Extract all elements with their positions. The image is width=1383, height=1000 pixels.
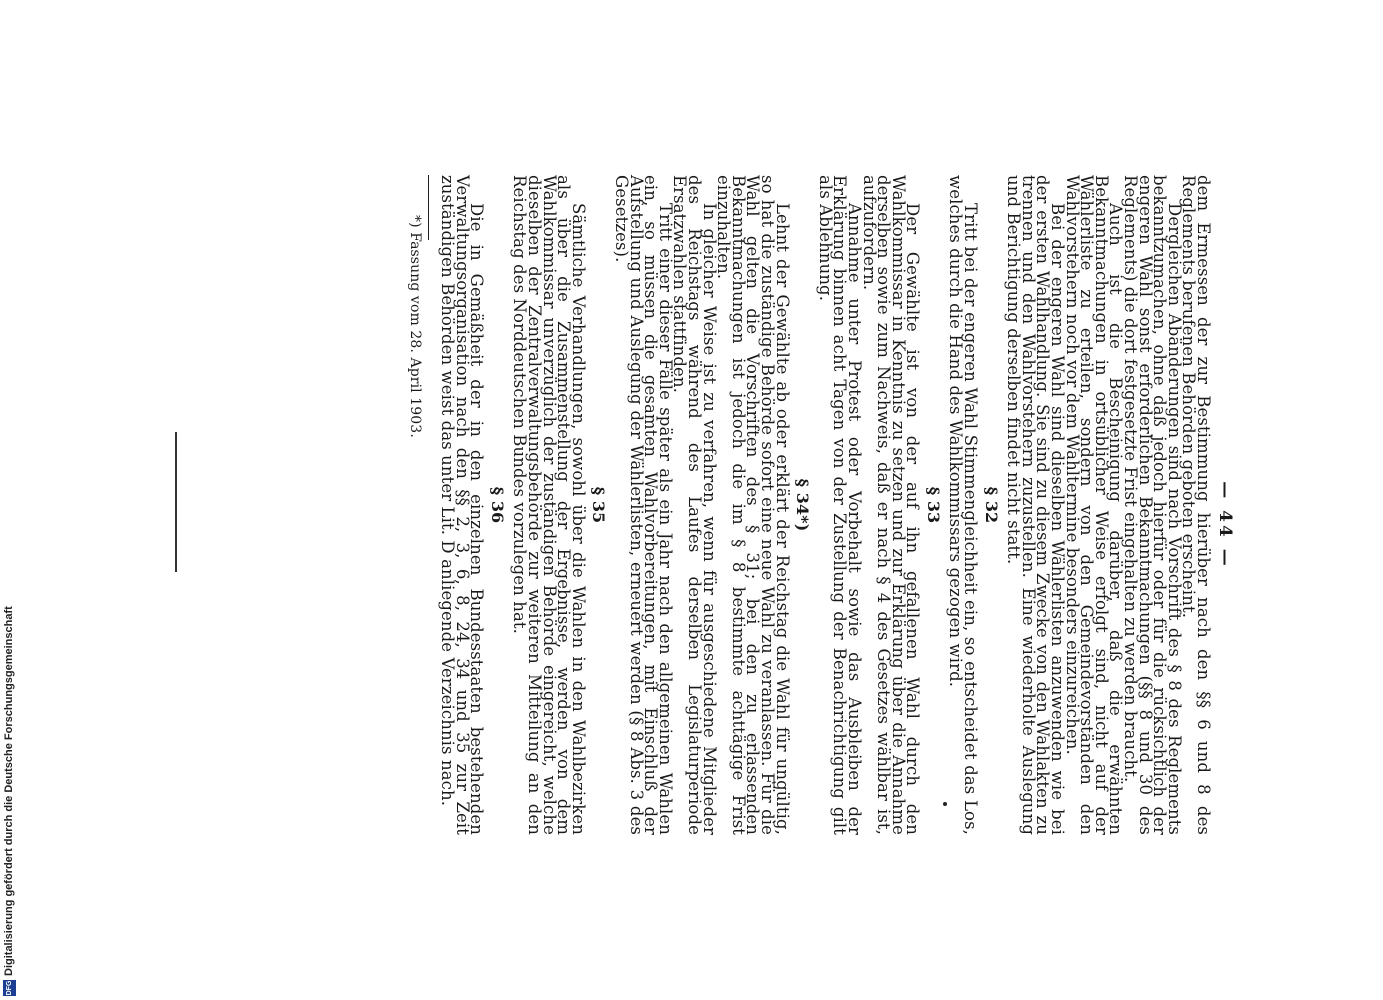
dfg-logo-icon: DFG — [3, 980, 16, 996]
section-34-paragraph-3: Tritt einer dieser Fälle später als ein Jahr nach den allgemeinen Wahlen ein, so müssen die gesamten Wahlvorbereitungen, mit Einschluß der Aufstellung und Auslegung der Wählerlisten, erneuert werden (§ 8 Abs. 3 des Gesetzes). — [612, 175, 675, 835]
document-page — [160, 175, 1235, 835]
footnote: *) Fassung vom 28. April 1903. — [407, 215, 424, 438]
section-34-paragraph-2: In gleicher Weise ist zu verfahren, wenn für ausgeschiedene Mitglieder des Reichstags während des Laufes derselben Legislaturperiode Ersatzwahlen stattfinden. — [670, 175, 719, 835]
section-heading-36: § 36 — [487, 486, 507, 524]
section-33-paragraph-1: Der Gewählte ist von der auf ihn gefallenen Wahl durch den Wahlkommissar in Kenntnis zu setzen und zur Erklärung über die Annahme derselben sowie zum Nachweis, daß er nach § 4 des Gesetzes wählbar ist, aufzufordern. — [859, 175, 923, 835]
section-heading-35: § 35 — [589, 486, 609, 524]
ink-dot — [943, 802, 947, 806]
credit-text: Digitalisierung gefördert durch die Deutsche Forschungsgemeinschaft — [3, 606, 15, 976]
digitization-credit — [0, 600, 18, 1000]
intro-paragraph-4: Bei der engeren Wahl sind dieselben Wählerlisten anzuwenden wie bei der ersten Wahlhandlung. Sie sind zu diesem Zwecke von den Wahlakten zu trennen und den Wahlvorstehern zuzustellen. Eine wiederholte Auslegung und Berichtigung derselben findet nicht statt. — [1004, 175, 1068, 835]
section-34-paragraph-1: Lehnt der Gewählte ab oder erklärt der Reichstag die Wahl für ungültig, so hat die zuständige Behörde sofort eine neue Wahl zu veranlassen. Für die Wahl gelten die Vorschriften des § 31; bei den zu erlassenden Bekanntmachungen ist jedoch die im § 8 bestimmte achttägige Frist einzuhalten. — [714, 175, 792, 835]
section-35-paragraph-1: Sämtliche Verhandlungen, sowohl über die Wahlen in den Wahlbezirken als über die Zusammenstellung der Ergebnisse, werden von dem Wahlkommissar unverzüglich der zuständigen Behörde eingereicht, welche dieselben der Zentralverwaltungsbehörde zur weiteren Mitteilung an den Reichstag des Norddeutschen Bundes vorzulegen hat. — [510, 175, 588, 835]
margin-rule — [175, 432, 177, 572]
section-heading-34: § 34*) — [793, 478, 813, 532]
section-heading-33: § 33 — [923, 486, 943, 524]
footnote-divider — [429, 175, 430, 240]
intro-paragraph-2: Dergleichen Abänderungen sind nach Vorschrift des § 8 des Reglements bekanntzumachen, ohne daß jedoch hierfür oder für die rücksichtlich der engeren Wahl sonst erforderlichen Bekanntmachungen (§§ 8 und 30 des Reglements) die dort festgesetzte Frist eingehalten zu werden braucht. — [1121, 175, 1184, 835]
section-33-paragraph-2: Annahme unter Protest oder Vorbehalt sowie das Ausbleiben der Erklärung binnen acht Tagen von der Zustellung der Benachrichtigung gilt als Ablehnung. — [815, 175, 864, 835]
section-32-paragraph-1: Tritt bei der engeren Wahl Stimmengleichheit ein, so entscheidet das Los, welches durch die Hand des Wahlkommissars gezogen wird. — [946, 175, 981, 835]
page-number: — 44 — — [1215, 481, 1235, 569]
intro-paragraph-3: Auch ist die Bescheinigung darüber, daß die erwähnten Bekanntmachungen in ortsüblicher Weise erfolgt sind, nicht auf der Wählerliste zu erteilen, sondern von den Gemeindevorständen den Wahlvorstehern noch vor dem Wahltermine besonders einzureichen. — [1062, 175, 1126, 835]
section-heading-32: § 32 — [981, 486, 1001, 524]
section-36-paragraph-1: Die in Gemäßheit der in den einzelnen Bundesstaaten bestehenden Verwaltungsorganisation nach den §§ 2, 3, 6, 8, 24, 34 und 35 zur Zeit zuständigen Behörden weist das unter Lit. D anliegende Verzeichnis nach. — [438, 175, 487, 835]
intro-paragraph-1: dem Ermessen der zur Bestimmung hierüber nach den §§ 6 und 8 des Reglements berufenen Behörden geboten erscheint. — [1179, 175, 1213, 835]
